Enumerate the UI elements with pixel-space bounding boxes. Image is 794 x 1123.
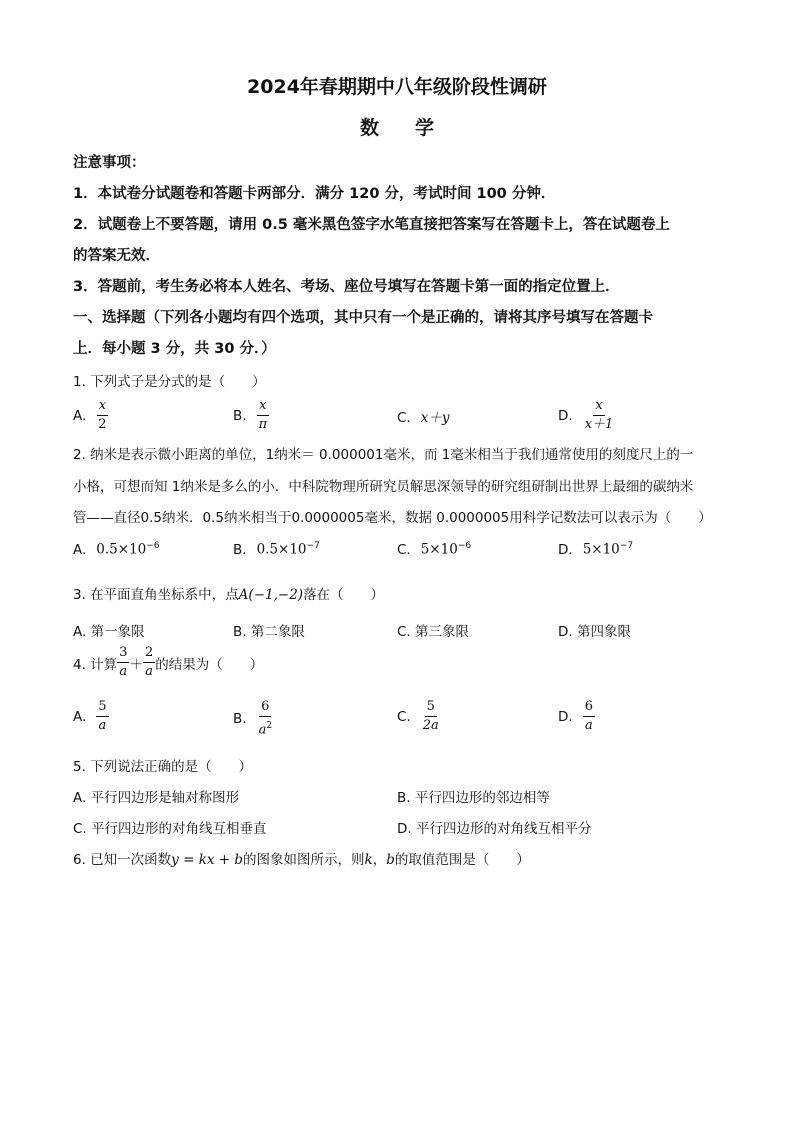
note-1: 1．本试卷分试题卷和答题卡两部分．满分 120 分，考试时间 100 分钟．	[73, 186, 556, 202]
question-2-option-c: C. $5\times 10^{-6}$	[397, 541, 472, 558]
note-2-line-1: 2．试题卷上不要答题，请用 0.5 毫米黑色签字水笔直接把答案写在答题卡上，答在试题卷上	[73, 217, 670, 233]
question-4-option-a: A. $\frac{5}{a}$	[73, 699, 107, 733]
section-1-heading-line-1: 一、选择题（下列各小题均有四个选项，其中只有一个是正确的，请将其序号填写在答题卡	[73, 310, 653, 326]
exam-subject: 数学	[359, 117, 470, 139]
fraction: $\frac{6}{a^2}$	[258, 699, 273, 738]
fraction: $\frac{5}{2a}$	[422, 699, 439, 733]
exam-title: 2024年春期期中八年级阶段性调研	[247, 76, 547, 98]
fraction: $\frac{x}{2}$	[98, 398, 107, 432]
question-5-option-c: C. 平行四边形的对角线互相垂直	[73, 821, 267, 837]
question-1-option-d	[558, 397, 615, 434]
question-5-option-a: A. 平行四边形是轴对称图形	[73, 790, 240, 806]
point-coordinate: A(−1,−2)	[238, 587, 304, 603]
question-1-stem: 1. 下列式子是分式的是（ ）	[73, 374, 266, 390]
question-1-option-a	[73, 397, 109, 434]
fraction: $\frac{5}{a}$	[98, 699, 107, 733]
question-5-option-d: D. 平行四边形的对角线互相平分	[397, 821, 592, 837]
note-2-line-2: 的答案无效．	[73, 248, 160, 264]
option-label: A.	[73, 407, 87, 424]
fraction: $\frac{2}{a}$	[144, 645, 154, 679]
question-3-option-a: A. 第一象限	[73, 624, 145, 640]
notes-heading: 注意事项：	[73, 155, 146, 171]
fraction: $\frac{x}{\pi}$	[258, 398, 268, 432]
fraction: $\frac{3}{a}$	[119, 645, 128, 679]
option-label: C.	[397, 410, 411, 426]
question-2-option-b: B. $0.5\times 10^{-7}$	[233, 541, 320, 558]
fraction: $\frac{6}{a}$	[584, 699, 593, 733]
question-3-option-c: C. 第三象限	[397, 624, 470, 640]
question-5-stem: 5. 下列说法正确的是（ ）	[73, 759, 253, 775]
question-6-stem: 6. 已知一次函数y = kx + b的图象如图所示，则k，b的取值范围是（ ）	[73, 852, 530, 868]
question-5-option-b: B. 平行四边形的邻边相等	[397, 790, 550, 806]
fraction: $\frac{x}{x+1}$	[584, 398, 614, 432]
function-expression: y = kx + b	[171, 852, 244, 868]
question-4-stem: 4. 计算 $\frac{3}{a}$ ＋ $\frac{2}{a}$ 的结果为（ ）	[73, 645, 264, 679]
question-4-option-b: B. $\frac{6}{a^2}$	[233, 699, 273, 738]
question-3-option-b: B. 第二象限	[233, 624, 305, 640]
question-2-line-2: 小格，可想而知 1纳米是多么的小．中科院物理所研究员解思深领导的研究组研制出世界上最细的碳纳米	[73, 479, 694, 495]
question-2-line-3: 管——直径0.5纳米．0.5纳米相当于0.0000005毫米，数据 0.0000005用科学记数法可以表示为（ ）	[73, 510, 712, 526]
question-1-option-b	[233, 397, 269, 434]
question-4-option-d: D. $\frac{6}{a}$	[558, 699, 593, 733]
option-label: B.	[233, 407, 247, 424]
question-2-line-1: 2. 纳米是表示微小距离的单位，1纳米＝ 0.000001毫米，而 1毫米相当于我们通常使用的刻度尺上的一	[73, 447, 694, 463]
question-4-option-c: C. $\frac{5}{2a}$	[397, 699, 439, 733]
section-1-heading-line-2: 上．每小题 3 分，共 30 分．）	[73, 341, 276, 357]
question-2-option-a: A. $0.5\times 10^{-6}$	[73, 541, 160, 558]
question-2-option-d: D. $5\times 10^{-7}$	[558, 541, 634, 558]
expression: x＋y	[420, 410, 450, 426]
question-3-stem: 3. 在平面直角坐标系中，点A(−1,−2)落在（ ）	[73, 587, 385, 603]
option-label: D.	[558, 407, 573, 424]
question-1-option-c	[397, 406, 449, 426]
note-3: 3．答题前，考生务必将本人姓名、考场、座位号填写在答题卡第一面的指定位置上．	[73, 279, 620, 295]
question-3-option-d: D. 第四象限	[558, 624, 631, 640]
